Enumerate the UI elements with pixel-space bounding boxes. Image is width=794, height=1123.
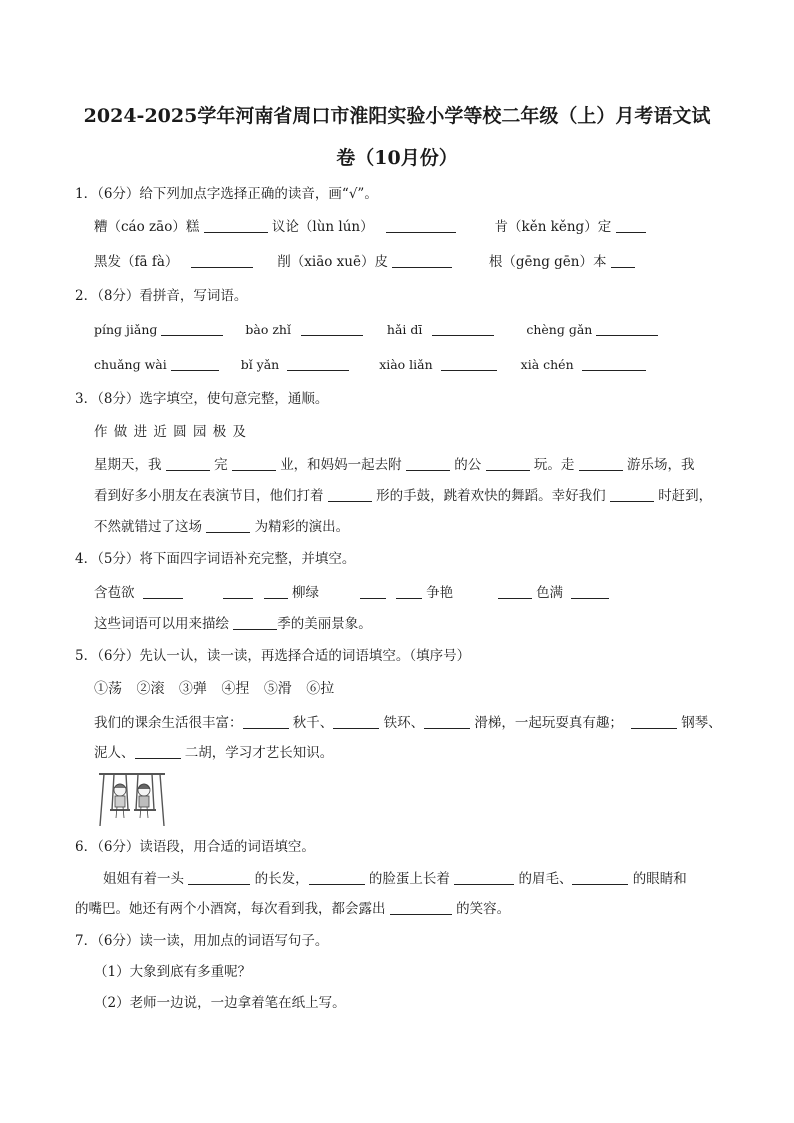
q4-blank-6[interactable] xyxy=(498,583,532,599)
q3-header: 3．（8分）选字填空，使句意完整，通顺。 xyxy=(75,391,329,407)
q1-item-2: 议论（lùn lún） xyxy=(271,219,374,235)
exam-title-line2: 卷（10月份） xyxy=(336,147,458,169)
q2-blank-7[interactable] xyxy=(441,355,497,371)
q3-blank-2[interactable] xyxy=(232,455,276,471)
q6-header: 6．（6分）读语段，用合适的词语填空。 xyxy=(75,839,315,855)
q4-blank-5[interactable] xyxy=(396,583,422,599)
q6-blank-2[interactable] xyxy=(309,869,365,885)
q5-option-4: ④捏 xyxy=(221,681,250,697)
q2-header: 2．（8分）看拼音，写词语。 xyxy=(75,288,248,304)
q3-blank-7[interactable] xyxy=(610,486,654,502)
q5-option-3: ③弹 xyxy=(178,681,207,697)
q1-blank-6[interactable] xyxy=(611,252,635,268)
q5-options xyxy=(94,679,334,699)
q1-item-3: 肯（kěn kěng）定 xyxy=(494,219,612,235)
q2-blank-6[interactable] xyxy=(287,355,349,371)
exam-title-line1: 2024-2025学年河南省周口市淮阳实验小学等校二年级（上）月考语文试 xyxy=(83,105,711,127)
q4-item-4: 色满 xyxy=(536,585,564,601)
q5-blank-3[interactable] xyxy=(424,713,470,729)
q2-pinyin-4: chènɡ ɡǎn xyxy=(526,322,593,337)
q3-char-choices: 作 做 进 近 圆 园 极 及 xyxy=(94,424,247,440)
q2-blank-5[interactable] xyxy=(171,355,219,371)
q2-pinyin-2: bào zhǐ xyxy=(245,322,291,337)
q7-item-1: （1）大象到底有多重呢？ xyxy=(94,964,252,980)
q5-blank-4[interactable] xyxy=(631,713,677,729)
q5-para-line1: 我们的课余生活很丰富： 秋千、 铁环、 滑梯，一起玩耍真有趣； 钢琴、 xyxy=(94,715,722,731)
q6-para-line2: 的嘴巴。她还有两个小酒窝，每次看到我，都会露出 的笑容。 xyxy=(75,901,511,917)
q1-blank-2[interactable] xyxy=(386,217,456,233)
children-swing-illustration xyxy=(96,770,168,828)
q5-blank-1[interactable] xyxy=(243,713,289,729)
q1-blank-4[interactable] xyxy=(191,252,253,268)
q1-blank-1[interactable] xyxy=(204,217,268,233)
q1-row1 xyxy=(94,217,646,237)
q3-blank-3[interactable] xyxy=(406,455,450,471)
q3-blank-1[interactable] xyxy=(166,455,210,471)
q6-blank-1[interactable] xyxy=(188,869,250,885)
q6-blank-5[interactable] xyxy=(390,899,452,915)
q3-blank-4[interactable] xyxy=(486,455,530,471)
q2-pinyin-7: xiào liǎn xyxy=(379,357,433,372)
q5-option-2: ②滚 xyxy=(136,681,165,697)
q6-blank-3[interactable] xyxy=(454,869,514,885)
q2-blank-8[interactable] xyxy=(582,355,646,371)
q5-option-5: ⑤滑 xyxy=(263,681,292,697)
q3-para-line1: 星期天，我 完 业，和妈妈一起去附 的公 玩。走 游乐场，我 xyxy=(94,457,695,473)
q2-blank-2[interactable] xyxy=(301,320,363,336)
q1-blank-5[interactable] xyxy=(392,252,452,268)
q1-blank-3[interactable] xyxy=(616,217,646,233)
q3-blank-8[interactable] xyxy=(206,517,250,533)
q2-blank-3[interactable] xyxy=(432,320,494,336)
q4-item-3: 争艳 xyxy=(426,585,454,601)
q4-blank-season[interactable] xyxy=(233,614,277,630)
q1-header: 1．（6分）给下列加点字选择正确的读音，画“√”。 xyxy=(75,186,378,202)
q1-row2 xyxy=(94,252,635,272)
q5-header: 5．（6分）先认一认，读一读，再选择合适的词语填空。（填序号） xyxy=(75,648,471,664)
q4-blank-3[interactable] xyxy=(264,583,288,599)
q4-item-1: 含苞欲 xyxy=(94,585,135,601)
q4-blank-4[interactable] xyxy=(360,583,386,599)
q6-para-line1: 姐姐有着一头 的长发， 的脸蛋上长着 的眉毛、 的眼睛和 xyxy=(103,871,687,887)
q1-item-6: 根（gēng gēn）本 xyxy=(488,254,607,270)
q1-item-1: 糟（cáo zāo）糕 xyxy=(94,219,200,235)
q1-item-4: 黑发（fā fà） xyxy=(94,254,179,270)
q2-pinyin-6: bǐ yǎn xyxy=(240,357,280,372)
q1-item-5: 削（xiāo xuē）皮 xyxy=(277,254,388,270)
q7-header: 7．（6分）读一读，用加点的词语写句子。 xyxy=(75,933,329,949)
q3-blank-6[interactable] xyxy=(328,486,372,502)
q4-blank-2[interactable] xyxy=(223,583,253,599)
q4-blank-7[interactable] xyxy=(571,583,609,599)
q3-para-line3: 不然就错过了这场 为精彩的演出。 xyxy=(94,519,350,535)
q2-row1 xyxy=(94,320,658,340)
q4-sentence: 这些词语可以用来描绘 季的美丽景象。 xyxy=(94,616,372,632)
q4-blank-1[interactable] xyxy=(143,583,183,599)
q2-pinyin-5: chuǎnɡ wài xyxy=(94,357,167,372)
q5-para-line2: 泥人、 二胡，学习才艺长知识。 xyxy=(94,745,334,761)
q2-pinyin-8: xià chén xyxy=(520,357,574,372)
q2-blank-4[interactable] xyxy=(596,320,658,336)
q7-item-2: （2）老师一边说，一边拿着笔在纸上写。 xyxy=(94,995,346,1011)
q6-blank-4[interactable] xyxy=(572,869,628,885)
q3-blank-5[interactable] xyxy=(579,455,623,471)
q2-pinyin-1: pínɡ jiǎnɡ xyxy=(94,322,158,337)
q2-pinyin-3: hǎi dī xyxy=(386,322,423,337)
q4-item-2: 柳绿 xyxy=(291,585,319,601)
q2-row2 xyxy=(94,355,646,375)
q5-option-1: ①荡 xyxy=(94,681,122,697)
q5-option-6: ⑥拉 xyxy=(306,681,335,697)
q5-blank-2[interactable] xyxy=(333,713,379,729)
q3-para-line2: 看到好多小朋友在表演节目，他们打着 形的手鼓，跳着欢快的舞蹈。幸好我们 时赶到， xyxy=(94,488,713,504)
q4-header: 4．（5分）将下面四字词语补充完整，并填空。 xyxy=(75,551,356,567)
q5-blank-5[interactable] xyxy=(135,743,181,759)
q2-blank-1[interactable] xyxy=(161,320,223,336)
q4-row xyxy=(94,583,609,603)
